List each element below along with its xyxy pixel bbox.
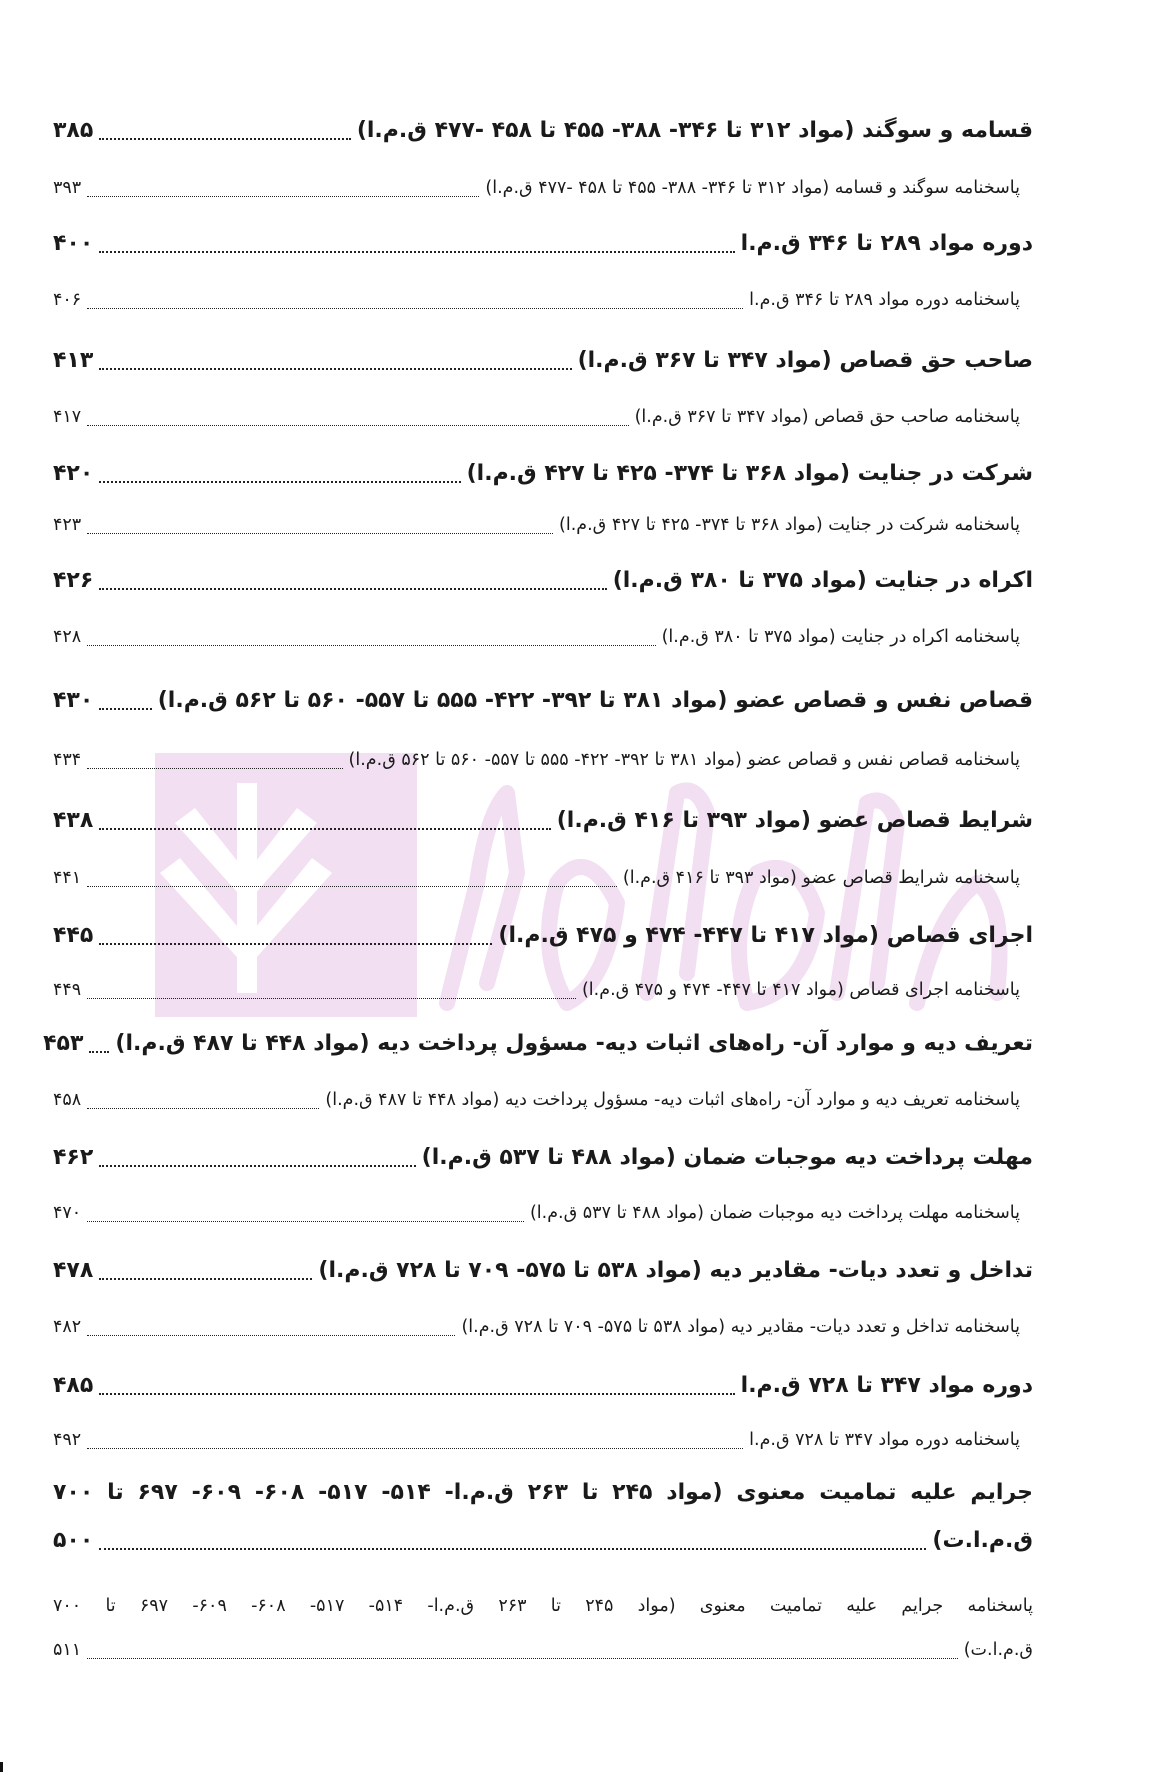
dot-leader <box>87 768 342 769</box>
dot-leader <box>87 533 553 534</box>
dot-leader <box>99 481 460 483</box>
toc-entry-page: ۳۹۳ <box>53 178 82 198</box>
toc-entry[interactable] <box>53 970 1020 1010</box>
toc-entry-page: ۴۰۰ <box>53 230 94 256</box>
toc-entry-title: تعریف دیه و موارد آن- راه‌های اثبات دیه- مسؤول پرداخت دیه (مواد ۴۴۸ تا ۴۸۷ ق.م.ا) <box>115 1030 1033 1056</box>
toc-entry-page: ۴۷۸ <box>53 1257 94 1283</box>
toc-entry-page: ۴۰۶ <box>53 290 82 310</box>
toc-entry-title: صاحب حق قصاص (مواد ۳۴۷ تا ۳۶۷ ق.م.ا) <box>577 347 1033 373</box>
toc-entry[interactable] <box>53 1307 1020 1347</box>
toc-entry[interactable] <box>53 800 1033 840</box>
dot-leader <box>99 138 351 140</box>
toc-entry-page: ۴۹۲ <box>53 1430 82 1450</box>
dot-leader <box>99 588 606 590</box>
toc-entry-page: ۴۴۵ <box>53 922 94 948</box>
toc-entry-page: ۳۸۵ <box>53 117 94 143</box>
dot-leader <box>87 645 655 646</box>
dot-leader <box>87 998 576 999</box>
toc-entry-page: ۴۸۵ <box>53 1372 94 1398</box>
toc-entry[interactable] <box>53 340 1033 380</box>
toc-entry-title-line1[interactable]: پاسخنامه جرایم علیه تمامیت معنوی (مواد ۲۴۵ تا ۲۶۳ ق.م.ا- ۵۱۴- ۵۱۷- ۶۰۸- ۶۰۹- ۶۹۷ تا ۷۰۰ <box>53 1596 1033 1616</box>
toc-entry-title: پاسخنامه اکراه در جنایت (مواد ۳۷۵ تا ۳۸۰ ق.م.ا) <box>661 627 1020 647</box>
toc-entry-page: ۴۸۲ <box>53 1317 82 1337</box>
toc-entry[interactable] <box>53 280 1020 320</box>
toc-entry-title: ق.م.ا.ت) <box>932 1527 1033 1553</box>
toc-entry-title: پاسخنامه سوگند و قسامه (مواد ۳۱۲ تا ۳۴۶- ۳۸۸- ۴۵۵ تا ۴۵۸ -۴۷۷ ق.م.ا) <box>485 178 1020 198</box>
toc-entry-page: ۴۲۰ <box>53 460 94 486</box>
toc-entry-title-line1[interactable]: جرایم علیه تمامیت معنوی (مواد ۲۴۵ تا ۲۶۳ ق.م.ا- ۵۱۴- ۵۱۷- ۶۰۸- ۶۰۹- ۶۹۷ تا ۷۰۰ <box>53 1480 1033 1505</box>
toc-entry[interactable] <box>53 858 1020 898</box>
toc-entry-page: ۴۶۲ <box>53 1144 94 1170</box>
toc-entry-page: ۴۳۴ <box>53 750 82 770</box>
dot-leader <box>99 368 571 370</box>
toc-entry-title: پاسخنامه تعریف دیه و موارد آن- راه‌های اثبات دیه- مسؤول پرداخت دیه (مواد ۴۴۸ تا ۴۸۷ ق.م.ا) <box>325 1090 1020 1110</box>
dot-leader <box>99 1393 734 1395</box>
dot-leader <box>87 425 628 426</box>
toc-entry-title: اکراه در جنایت (مواد ۳۷۵ تا ۳۸۰ ق.م.ا) <box>612 567 1033 593</box>
toc-entry[interactable] <box>53 915 1033 955</box>
dot-leader <box>87 1448 743 1449</box>
dot-leader <box>87 196 479 197</box>
dot-leader <box>99 1548 926 1550</box>
dot-leader <box>99 943 492 945</box>
toc-entry-title: اجرای قصاص (مواد ۴۱۷ تا ۴۴۷- ۴۷۴ و ۴۷۵ ق.م.ا) <box>498 922 1033 948</box>
toc-entry[interactable] <box>53 397 1020 437</box>
toc-entry[interactable] <box>53 560 1033 600</box>
toc-entry-title: شرایط قصاص عضو (مواد ۳۹۳ تا ۴۱۶ ق.م.ا) <box>556 807 1033 833</box>
toc-entry[interactable] <box>53 1250 1033 1290</box>
dot-leader <box>99 251 734 253</box>
toc-entry-page: ۵۰۰ <box>53 1527 94 1553</box>
dot-leader <box>99 708 151 710</box>
dot-leader <box>99 828 550 830</box>
toc-entry-title: پاسخنامه شرایط قصاص عضو (مواد ۳۹۳ تا ۴۱۶ ق.م.ا) <box>622 868 1020 888</box>
toc-entry[interactable] <box>53 223 1033 263</box>
toc-entry[interactable] <box>53 110 1033 150</box>
dot-leader <box>99 1278 312 1280</box>
dot-leader <box>87 308 743 309</box>
toc-entry-title: پاسخنامه اجرای قصاص (مواد ۴۱۷ تا ۴۴۷- ۴۷۴ و ۴۷۵ ق.م.ا) <box>581 980 1020 1000</box>
toc-entry-title: مهلت پرداخت دیه موجبات ضمان (مواد ۴۸۸ تا ۵۳۷ ق.م.ا) <box>421 1144 1033 1170</box>
toc-entry-page: ۴۲۶ <box>53 567 94 593</box>
toc-entry-page: ۴۱۳ <box>53 347 94 373</box>
toc-entry[interactable] <box>43 1023 1033 1063</box>
toc-entry-page: ۴۳۸ <box>53 807 94 833</box>
toc-entry[interactable] <box>53 1520 1033 1560</box>
toc-entry[interactable] <box>53 680 1033 720</box>
toc-entry-title: دوره مواد ۲۸۹ تا ۳۴۶ ق.م.ا <box>740 230 1033 256</box>
toc-entry-page: ۵۱۱ <box>53 1640 82 1660</box>
toc-entry-title: پاسخنامه صاحب حق قصاص (مواد ۳۴۷ تا ۳۶۷ ق.م.ا) <box>634 407 1020 427</box>
toc-entry[interactable] <box>53 617 1020 657</box>
dot-leader <box>87 1658 958 1659</box>
toc-entry-title: پاسخنامه تداخل و تعدد دیات- مقادیر دیه (مواد ۵۳۸ تا ۵۷۵- ۷۰۹ تا ۷۲۸ ق.م.ا) <box>461 1317 1020 1337</box>
toc-entry-title: تداخل و تعدد دیات- مقادیر دیه (مواد ۵۳۸ تا ۵۷۵- ۷۰۹ تا ۷۲۸ ق.م.ا) <box>318 1257 1033 1283</box>
dot-leader <box>87 1221 524 1222</box>
toc-entry-title: پاسخنامه دوره مواد ۳۴۷ تا ۷۲۸ ق.م.ا <box>749 1430 1020 1450</box>
toc-entry[interactable] <box>53 1080 1020 1120</box>
toc-entry-title: شرکت در جنایت (مواد ۳۶۸ تا ۳۷۴- ۴۲۵ تا ۴۲۷ ق.م.ا) <box>466 460 1033 486</box>
toc-entry[interactable] <box>53 1420 1020 1460</box>
toc-entry[interactable] <box>53 1137 1033 1177</box>
toc-entry-title: پاسخنامه مهلت پرداخت دیه موجبات ضمان (مواد ۴۸۸ تا ۵۳۷ ق.م.ا) <box>529 1203 1020 1223</box>
toc-entry-title: قسامه و سوگند (مواد ۳۱۲ تا ۳۴۶- ۳۸۸- ۴۵۵ تا ۴۵۸ -۴۷۷ ق.م.ا) <box>356 117 1033 143</box>
dot-leader <box>89 1051 109 1053</box>
toc-entry[interactable] <box>53 453 1033 493</box>
toc-entry-title: قصاص نفس و قصاص عضو (مواد ۳۸۱ تا ۳۹۲- ۴۲۲- ۵۵۵ تا ۵۵۷- ۵۶۰ تا ۵۶۲ ق.م.ا) <box>157 687 1033 713</box>
toc-entry-title: پاسخنامه شرکت در جنایت (مواد ۳۶۸ تا ۳۷۴- ۴۲۵ تا ۴۲۷ ق.م.ا) <box>559 515 1020 535</box>
toc-entry-page: ۴۱۷ <box>53 407 82 427</box>
toc-entry-title: پاسخنامه دوره مواد ۲۸۹ تا ۳۴۶ ق.م.ا <box>749 290 1020 310</box>
dot-leader <box>87 1108 319 1109</box>
toc-entry-page: ۴۷۰ <box>53 1203 82 1223</box>
toc-entry-page: ۴۲۸ <box>53 627 82 647</box>
scan-edge-mark <box>0 1762 3 1772</box>
dot-leader <box>87 1335 455 1336</box>
toc-entry-page: ۴۵۳ <box>43 1030 84 1056</box>
toc-entry-title: ق.م.ا.ت) <box>963 1640 1033 1660</box>
toc-entry-page: ۴۳۰ <box>53 687 94 713</box>
toc-entry[interactable] <box>53 1193 1020 1233</box>
toc-entry-page: ۴۴۹ <box>53 980 82 1000</box>
toc-entry-page: ۴۴۱ <box>53 868 82 888</box>
toc-entry[interactable] <box>53 1630 1033 1670</box>
toc-entry[interactable] <box>53 1365 1033 1405</box>
toc-entry-title: دوره مواد ۳۴۷ تا ۷۲۸ ق.م.ا <box>740 1372 1033 1398</box>
toc-entry[interactable] <box>53 505 1020 545</box>
dot-leader <box>99 1165 415 1167</box>
toc-entry-page: ۴۲۳ <box>53 515 82 535</box>
dot-leader <box>87 886 617 887</box>
toc-entry-title: پاسخنامه قصاص نفس و قصاص عضو (مواد ۳۸۱ تا ۳۹۲- ۴۲۲- ۵۵۵ تا ۵۵۷- ۵۶۰ تا ۵۶۲ ق.م.ا) <box>348 750 1020 770</box>
toc-entry-page: ۴۵۸ <box>53 1090 82 1110</box>
toc-entry[interactable] <box>53 740 1020 780</box>
toc-entry[interactable] <box>53 168 1020 208</box>
